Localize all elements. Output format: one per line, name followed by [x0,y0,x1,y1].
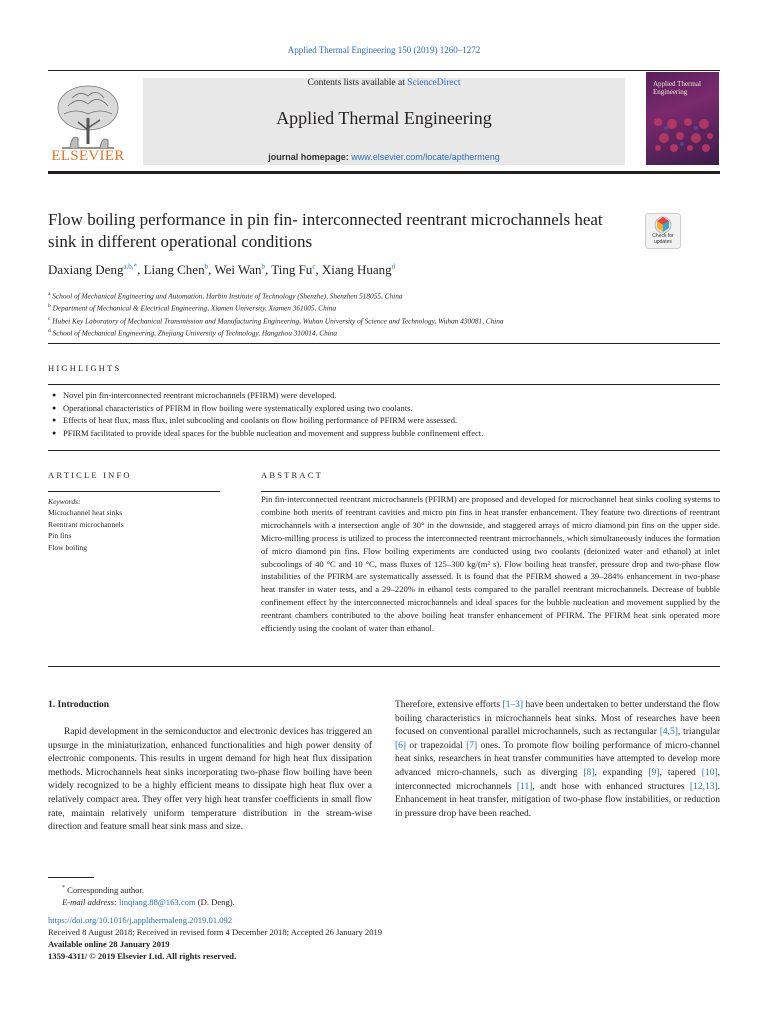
contents-prefix: Contents lists available at [307,78,408,88]
affiliation-mark: d [48,328,51,335]
article-info-heading: ARTICLE INFO [48,470,132,480]
reference-link[interactable]: [1–3] [502,700,524,710]
keyword-item: Reentrant microchannels [48,519,124,529]
author-name[interactable]: Xiang Huang [321,262,392,277]
highlight-item: ● PFIRM facilitated to provide ideal spaces for the bubble nucleation and movement and suppress bubble confinement effect. [52,427,720,440]
section-divider [48,384,720,385]
body-text: ones. To promote flow boiling performance of micro-channel heat sinks, researchers in heat transfer communities have attempted to develop more advanced micro-channels, such as diverging [395,740,720,778]
highlights-heading: HIGHLIGHTS [48,363,122,373]
reference-link[interactable]: [7] [466,740,478,751]
introduction-paragraph: Rapid development in the semiconductor and electronic devices has triggered an upsurge in the miniaturization, enhanced functionalities and high power density of electronic components. This results in urgent demand for high heat flux dissipation methods. Microchannels heat sinks incorporating two-phase flow boiling have been widely recognized to be a highly efficient means to dissipate high heat flux over a relatively compact area. They offer very high heat transfer coefficients in small flow rate, maintain relatively uniform temperature distribution in the stream-wise direction and feature small heat sink mass and size. [48,727,372,833]
footnote-mark: * [62,885,65,891]
affiliation-mark: b [48,303,51,310]
body-text: , triangular [677,727,720,738]
keyword-item: Flow boiling [48,542,88,552]
publisher-wordmark: ELSEVIER [51,148,125,164]
article-title: Flow boiling performance in pin fin- interconnected reentrant microchannels heat sink in different operational conditions [48,210,603,251]
body-text: have been undertaken to better understand the flow boiling characteristics in microchannels heat sinks. Most of researches have been focused on conventional parallel microchannels, such as rectangular [395,700,720,738]
received-dates: Received 8 August 2018; Received in revised form 4 December 2018; Accepted 26 January 2019 [48,926,383,937]
affiliation-mark: c [48,315,51,322]
reference-link[interactable]: [9] [648,767,660,778]
author-list: Daxiang Deng$^{a,b,*}$, Liang Chen$^b$, Wei Wan$^b$, Ting Fu$^c$, Xiang Huang$^d$ [48,262,396,277]
journal-homepage-line [143,152,625,162]
affiliation-item [48,289,720,301]
publication-info [48,915,720,963]
affiliation-text: School of Mechanical Engineering, Zhejiang University of Technology, Hangzhou 310014, China [52,328,338,338]
cover-pattern-graphic [650,114,715,154]
article-info-divider [48,491,220,492]
reference-link[interactable]: [4,5] [659,727,678,738]
introduction-paragraph-continued [395,699,720,821]
affiliation-text: Department of Mechanical & Electrical Engineering, Xiamen University, Xiamen 361005, China [52,303,337,313]
author-name[interactable]: Daxiang Deng [48,262,124,277]
highlight-item: ● Novel pin fin-interconnected reentrant microchannels (PFIRM) were developed. [52,389,720,402]
section-divider [48,343,720,344]
affiliation-text: School of Mechanical Engineering and Automation, Harbin Institute of Technology (Shenzhe), Shenzhen 518055, China [52,291,403,301]
body-text: , expanding [594,767,649,778]
keyword-item: Microchannel heat sinks [48,508,123,518]
footnote-text: Corresponding author. [67,884,145,895]
abstract-text: Pin fin-interconnected reentrant microchannels (PFIRM) are proposed and developed for microchannel heat sinks cooling systems to combine both merits of reentrant cavities and micro pin fins in heat transfer enhancement. They feature two directions of reentrant microchannels with a intersection angle of 30° in the downside, and staggered arrays of micro diamond pin fins on the upper side. Micro-milling process is utilized to process the interconnected reentrant microchannels, which simultaneously induces the formation of micro diamond pin fins. Flow boiling experiments are conducted using two coolants (deionized water and ethanol) at inlet subcoolings of 40 °C and 10 °C, mass fluxes of 125–300 kg/(m² s). Flow boiling heat transfer, pressure drop and two-phase flow instabilities of the PFIRM are systematically assessed. It is found that the PFIRM showed a 39–284% enhancement in two-phase heat transfer in water tests, and a 29–220% in ethanol tests compared to the parallel reentrant microchannels. Decrease of bubble confinement effect by the interconnected microchannels and ideal spaces for the bubble nucleation and movement supplied by the reentrant chambers contributed to the above boiling heat transfer enhancement of PFIRM. The PFIRM heat sink operated more efficiently using the coolant of water than ethanol. [261,494,720,634]
cover-title: Applied Thermal Engineering [653,80,701,96]
corresponding-author-note [48,882,720,896]
author-affiliation-mark[interactable]: d [391,262,396,271]
body-text: , interconnected microchannels [395,767,720,792]
journal-name: Applied Thermal Engineering [276,108,492,128]
keywords-title: Keywords: [48,497,81,506]
available-online: Available online 28 January 2019 [48,938,170,949]
author-affiliation-mark[interactable]: c [312,262,316,271]
highlights-list [52,389,720,439]
author-affiliation-mark[interactable]: b [204,262,209,271]
masthead-bottom-rule [48,171,720,174]
reference-link[interactable]: [8] [583,767,595,778]
masthead-top-rule [48,70,720,71]
body-text: , tapered [659,767,702,778]
keyword-item: Pin fins [48,531,72,541]
body-text: , andt hose with enhanced structures [532,781,690,792]
email-note [48,896,720,908]
journal-masthead [48,70,720,174]
author-name[interactable]: Liang Chen [143,262,205,277]
sciencedirect-link[interactable]: ScienceDirect [407,78,461,88]
affiliation-text: Hubei Key Laboratory of Mechanical Transmission and Manufacturing Engineering, Wuhan University of Science and Technology, Wuhan 430081, China [52,316,504,326]
footnotes [48,882,720,908]
section-divider [48,450,720,451]
abstract-heading: ABSTRACT [261,470,323,480]
author-name[interactable]: Ting Fu [271,262,313,277]
email-label: E-mail address: [62,897,119,908]
affiliation-item [48,301,720,313]
contents-available-line [143,78,625,88]
email-suffix: (D. Deng). [195,897,235,908]
section-divider [48,666,720,667]
masthead-center-panel [143,78,625,165]
reference-link[interactable]: [6] [395,740,407,751]
homepage-label: journal homepage: [268,152,352,162]
affiliation-item [48,314,720,326]
author-name[interactable]: Wei Wan [214,262,262,277]
highlight-item: ● Operational characteristics of PFIRM in flow boiling were systematically explored using two coolants. [52,402,720,415]
body-text: or trapezoidal [406,740,467,751]
affiliation-mark: a [48,291,51,297]
check-for-updates-label: Check for updates [652,233,674,245]
reference-link[interactable]: [10] [701,767,718,778]
journal-homepage-link[interactable]: www.elsevier.com/locate/apthermeng [351,152,500,162]
journal-citation-link[interactable]: Applied Thermal Engineering 150 (2019) 1260–1272 [287,45,481,55]
body-text: . Enhancement in heat transfer, mitigation of two-phase flow instabilities, or reduction in pressure drop have been reached. [395,781,720,819]
introduction-heading: 1. Introduction [48,700,110,710]
abstract-divider [261,491,720,492]
corresponding-author-mark[interactable]: * [133,262,138,271]
copyright-line: 1359-4311/ © 2019 Elsevier Ltd. All rights reserved. [48,950,237,961]
journal-cover-thumbnail[interactable] [646,72,719,165]
keywords-block [48,496,220,553]
affiliation-item [48,326,720,338]
author-affiliation-mark[interactable]: b [261,262,265,271]
email-link[interactable]: linqiang.88@163.com [118,897,196,908]
doi-link[interactable]: https://doi.org/10.1016/j.applthermaleng.2019.01.092 [48,915,233,925]
reference-link[interactable]: [12,13] [689,781,718,792]
body-text: Therefore, extensive efforts [395,700,503,710]
affiliation-list [48,289,720,339]
highlight-item: ● Effects of heat flux, mass flux, inlet subcooling and coolants on flow boiling performance of PFIRM were assessed. [52,414,720,427]
footnote-rule [48,877,94,878]
author-affiliation-mark[interactable]: a,b, [123,262,134,271]
reference-link[interactable]: [11] [516,781,533,792]
